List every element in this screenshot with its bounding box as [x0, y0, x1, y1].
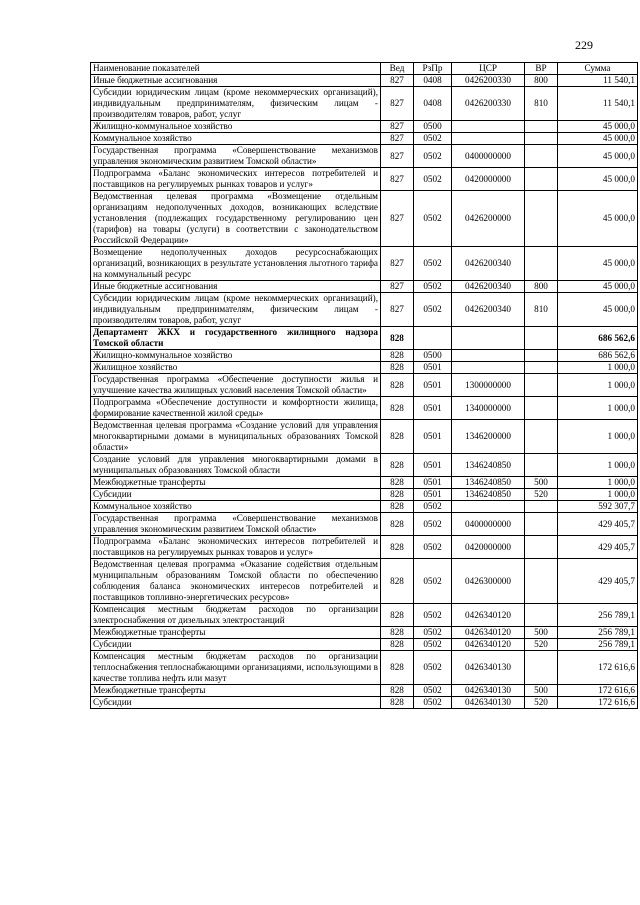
header-vr: ВР [525, 63, 558, 75]
cell-name: Государственная программа «Совершенствование механизмов управления экономическим развитием Томской области» [91, 513, 381, 536]
cell-sum: 256 789,1 [558, 639, 638, 651]
cell-sum: 172 616,6 [558, 651, 638, 685]
table-body [91, 75, 638, 709]
cell-vr: 800 [525, 281, 558, 293]
cell-ved: 828 [381, 536, 414, 559]
table-row [91, 397, 638, 420]
cell-vr [525, 327, 558, 350]
cell-csr [452, 501, 525, 513]
cell-sum: 45 000,0 [558, 121, 638, 133]
table-row [91, 362, 638, 374]
cell-sum: 256 789,1 [558, 627, 638, 639]
cell-ved: 828 [381, 639, 414, 651]
cell-sum: 45 000,0 [558, 133, 638, 145]
cell-name: Межбюджетные трансферты [91, 477, 381, 489]
cell-vr [525, 133, 558, 145]
table-row [91, 350, 638, 362]
cell-name: Жилищно-коммунальное хозяйство [91, 121, 381, 133]
table-row [91, 501, 638, 513]
cell-sum: 11 540,1 [558, 75, 638, 87]
cell-vr [525, 420, 558, 454]
table-row [91, 247, 638, 281]
cell-name: Ведомственная целевая программа «Создание условий для управления многоквартирными домами в муниципальных образованиях Томской области» [91, 420, 381, 454]
table-row [91, 627, 638, 639]
cell-name: Жилищно-коммунальное хозяйство [91, 350, 381, 362]
table-row [91, 685, 638, 697]
table-row [91, 87, 638, 121]
cell-csr [452, 133, 525, 145]
header-rzpr: РзПр [414, 63, 452, 75]
table-row [91, 604, 638, 627]
cell-name: Возмещение недополученных доходов ресурсоснабжающих организаций, возникающих в результате установления льготного тарифа на коммунальный ресурс [91, 247, 381, 281]
cell-ved: 827 [381, 145, 414, 168]
cell-vr: 520 [525, 639, 558, 651]
cell-csr: 0426340120 [452, 639, 525, 651]
header-csr: ЦСР [452, 63, 525, 75]
cell-vr: 520 [525, 697, 558, 709]
cell-csr: 1346200000 [452, 420, 525, 454]
table-row [91, 489, 638, 501]
cell-vr [525, 604, 558, 627]
cell-rzpr: 0502 [414, 685, 452, 697]
cell-ved: 828 [381, 604, 414, 627]
cell-rzpr: 0501 [414, 489, 452, 501]
cell-sum: 45 000,0 [558, 145, 638, 168]
cell-csr: 0400000000 [452, 513, 525, 536]
header-ved: Вед [381, 63, 414, 75]
cell-sum: 429 405,7 [558, 536, 638, 559]
cell-rzpr: 0502 [414, 281, 452, 293]
cell-sum: 45 000,0 [558, 168, 638, 191]
cell-rzpr: 0500 [414, 121, 452, 133]
cell-rzpr: 0502 [414, 501, 452, 513]
cell-rzpr: 0502 [414, 247, 452, 281]
cell-rzpr: 0501 [414, 362, 452, 374]
cell-ved: 827 [381, 133, 414, 145]
cell-rzpr: 0502 [414, 168, 452, 191]
cell-rzpr: 0501 [414, 477, 452, 489]
table-row [91, 513, 638, 536]
cell-vr: 810 [525, 293, 558, 327]
table-row [91, 697, 638, 709]
cell-name: Иные бюджетные ассигнования [91, 75, 381, 87]
cell-vr: 500 [525, 477, 558, 489]
cell-sum: 11 540,1 [558, 87, 638, 121]
cell-csr: 0420000000 [452, 168, 525, 191]
cell-name: Жилищное хозяйство [91, 362, 381, 374]
cell-rzpr: 0502 [414, 627, 452, 639]
cell-vr: 810 [525, 87, 558, 121]
cell-ved: 828 [381, 651, 414, 685]
cell-ved: 828 [381, 559, 414, 604]
cell-ved: 827 [381, 247, 414, 281]
cell-vr [525, 168, 558, 191]
cell-csr: 0426340130 [452, 651, 525, 685]
cell-vr [525, 191, 558, 247]
cell-name: Коммунальное хозяйство [91, 501, 381, 513]
cell-rzpr: 0501 [414, 420, 452, 454]
cell-ved: 827 [381, 293, 414, 327]
cell-ved: 828 [381, 697, 414, 709]
cell-vr: 800 [525, 75, 558, 87]
cell-vr: 500 [525, 685, 558, 697]
cell-name: Компенсация местным бюджетам расходов по организации теплоснабжения теплоснабжающими организациями, использующими в качестве топлива нефть или мазут [91, 651, 381, 685]
cell-name: Иные бюджетные ассигнования [91, 281, 381, 293]
cell-rzpr: 0502 [414, 513, 452, 536]
cell-rzpr: 0502 [414, 639, 452, 651]
cell-sum: 686 562,6 [558, 350, 638, 362]
cell-sum: 429 405,7 [558, 559, 638, 604]
table-row [91, 420, 638, 454]
cell-sum: 1 000,0 [558, 362, 638, 374]
cell-sum: 172 616,6 [558, 685, 638, 697]
cell-ved: 828 [381, 489, 414, 501]
table-row [91, 327, 638, 350]
cell-vr [525, 397, 558, 420]
cell-csr: 0426200340 [452, 293, 525, 327]
cell-ved: 828 [381, 327, 414, 350]
cell-csr: 0426200000 [452, 191, 525, 247]
cell-csr: 1346240850 [452, 489, 525, 501]
cell-vr [525, 651, 558, 685]
cell-sum: 1 000,0 [558, 420, 638, 454]
header-name: Наименование показателей [91, 63, 381, 75]
cell-sum: 45 000,0 [558, 191, 638, 247]
cell-ved: 828 [381, 501, 414, 513]
cell-csr: 0426340130 [452, 697, 525, 709]
cell-csr: 0426340130 [452, 685, 525, 697]
table-row [91, 75, 638, 87]
cell-csr: 1300000000 [452, 374, 525, 397]
cell-csr: 0426200340 [452, 247, 525, 281]
budget-table [90, 62, 638, 709]
cell-sum: 256 789,1 [558, 604, 638, 627]
cell-sum: 45 000,0 [558, 247, 638, 281]
cell-sum: 1 000,0 [558, 489, 638, 501]
cell-vr [525, 536, 558, 559]
cell-vr: 500 [525, 627, 558, 639]
table-row [91, 454, 638, 477]
cell-ved: 828 [381, 627, 414, 639]
cell-sum: 45 000,0 [558, 293, 638, 327]
cell-ved: 828 [381, 513, 414, 536]
cell-ved: 827 [381, 87, 414, 121]
cell-rzpr: 0502 [414, 145, 452, 168]
cell-vr [525, 374, 558, 397]
cell-rzpr: 0502 [414, 651, 452, 685]
cell-ved: 828 [381, 454, 414, 477]
cell-rzpr: 0500 [414, 350, 452, 362]
cell-ved: 827 [381, 281, 414, 293]
cell-vr [525, 501, 558, 513]
cell-name: Компенсация местным бюджетам расходов по организации электроснабжения от дизельных электростанций [91, 604, 381, 627]
cell-csr: 0426340120 [452, 604, 525, 627]
cell-sum: 429 405,7 [558, 513, 638, 536]
cell-ved: 827 [381, 168, 414, 191]
cell-csr: 1346240850 [452, 477, 525, 489]
cell-csr: 0426300000 [452, 559, 525, 604]
cell-name: Государственная программа «Обеспечение доступности жилья и улучшение качества жилищных условий населения Томской области» [91, 374, 381, 397]
cell-ved: 827 [381, 75, 414, 87]
cell-csr: 1346240850 [452, 454, 525, 477]
header-sum: Сумма [558, 63, 638, 75]
cell-rzpr: 0502 [414, 559, 452, 604]
cell-csr [452, 121, 525, 133]
cell-name: Департамент ЖКХ и государственного жилищного надзора Томской области [91, 327, 381, 350]
cell-vr [525, 350, 558, 362]
cell-rzpr [414, 327, 452, 350]
cell-rzpr: 0502 [414, 133, 452, 145]
cell-ved: 828 [381, 397, 414, 420]
cell-vr [525, 145, 558, 168]
cell-csr: 1340000000 [452, 397, 525, 420]
cell-ved: 828 [381, 362, 414, 374]
table-row [91, 477, 638, 489]
cell-name: Субсидии [91, 489, 381, 501]
table-row [91, 639, 638, 651]
table-row [91, 651, 638, 685]
cell-csr: 0426200330 [452, 75, 525, 87]
cell-vr [525, 513, 558, 536]
table-header-row [91, 63, 638, 75]
table-row [91, 191, 638, 247]
cell-name: Подпрограмма «Баланс экономических интересов потребителей и поставщиков на регулируемых рынках товаров и услуг» [91, 168, 381, 191]
cell-vr [525, 559, 558, 604]
cell-csr [452, 362, 525, 374]
table-row [91, 168, 638, 191]
cell-rzpr: 0502 [414, 191, 452, 247]
cell-name: Создание условий для управления многоквартирными домами в муниципальных образованиях Томской области [91, 454, 381, 477]
cell-sum: 1 000,0 [558, 397, 638, 420]
cell-ved: 828 [381, 477, 414, 489]
cell-ved: 828 [381, 420, 414, 454]
cell-csr: 0400000000 [452, 145, 525, 168]
cell-rzpr: 0502 [414, 604, 452, 627]
cell-name: Подпрограмма «Обеспечение доступности и комфортности жилища, формирование качественной жилой среды» [91, 397, 381, 420]
cell-vr [525, 247, 558, 281]
cell-rzpr: 0408 [414, 75, 452, 87]
cell-ved: 827 [381, 121, 414, 133]
cell-ved: 828 [381, 685, 414, 697]
cell-vr: 520 [525, 489, 558, 501]
table-row [91, 281, 638, 293]
cell-sum: 1 000,0 [558, 374, 638, 397]
cell-csr: 0426200330 [452, 87, 525, 121]
cell-name: Подпрограмма «Баланс экономических интересов потребителей и поставщиков на регулируемых рынках товаров и услуг» [91, 536, 381, 559]
cell-ved: 828 [381, 350, 414, 362]
table-row [91, 536, 638, 559]
cell-name: Государственная программа «Совершенствование механизмов управления экономическим развитием Томской области» [91, 145, 381, 168]
table-row [91, 559, 638, 604]
cell-csr: 0420000000 [452, 536, 525, 559]
cell-rzpr: 0502 [414, 697, 452, 709]
cell-csr: 0426340120 [452, 627, 525, 639]
cell-csr [452, 350, 525, 362]
cell-name: Коммунальное хозяйство [91, 133, 381, 145]
cell-name: Субсидии юридическим лицам (кроме некоммерческих организаций), индивидуальным предпринимателям, физическим лицам - производителям товаров, работ, услуг [91, 87, 381, 121]
cell-name: Ведомственная целевая программа «Оказание содействия отдельным муниципальным образованиям Томской области по обеспечению соблюдения баланса экономических интересов потребителей и поставщиков топливно-энергетических ресурсов» [91, 559, 381, 604]
cell-vr [525, 362, 558, 374]
cell-name: Субсидии [91, 697, 381, 709]
cell-rzpr: 0408 [414, 87, 452, 121]
cell-csr [452, 327, 525, 350]
table-row [91, 374, 638, 397]
cell-rzpr: 0501 [414, 374, 452, 397]
cell-sum: 172 616,6 [558, 697, 638, 709]
cell-sum: 45 000,0 [558, 281, 638, 293]
cell-csr: 0426200340 [452, 281, 525, 293]
cell-name: Субсидии юридическим лицам (кроме некоммерческих организаций), индивидуальным предпринимателям, физическим лицам - производителям товаров, работ, услуг [91, 293, 381, 327]
cell-name: Межбюджетные трансферты [91, 627, 381, 639]
cell-sum: 1 000,0 [558, 477, 638, 489]
cell-rzpr: 0501 [414, 454, 452, 477]
cell-name: Субсидии [91, 639, 381, 651]
cell-rzpr: 0502 [414, 536, 452, 559]
cell-vr [525, 454, 558, 477]
table-row [91, 145, 638, 168]
cell-ved: 827 [381, 191, 414, 247]
cell-name: Ведомственная целевая программа «Возмещение отдельным организациям недополученных доходов, возникающих вследствие установления (подлежащих государственному регулированию цен (тарифов) на товары (услуги) в соответствии с законодательством Российской Федерации» [91, 191, 381, 247]
table-row [91, 293, 638, 327]
table-row [91, 133, 638, 145]
cell-sum: 592 307,7 [558, 501, 638, 513]
cell-ved: 828 [381, 374, 414, 397]
cell-rzpr: 0501 [414, 397, 452, 420]
cell-rzpr: 0502 [414, 293, 452, 327]
cell-name: Межбюджетные трансферты [91, 685, 381, 697]
cell-vr [525, 121, 558, 133]
cell-sum: 686 562,6 [558, 327, 638, 350]
page-number: 229 [575, 38, 593, 52]
table-row [91, 121, 638, 133]
cell-sum: 1 000,0 [558, 454, 638, 477]
